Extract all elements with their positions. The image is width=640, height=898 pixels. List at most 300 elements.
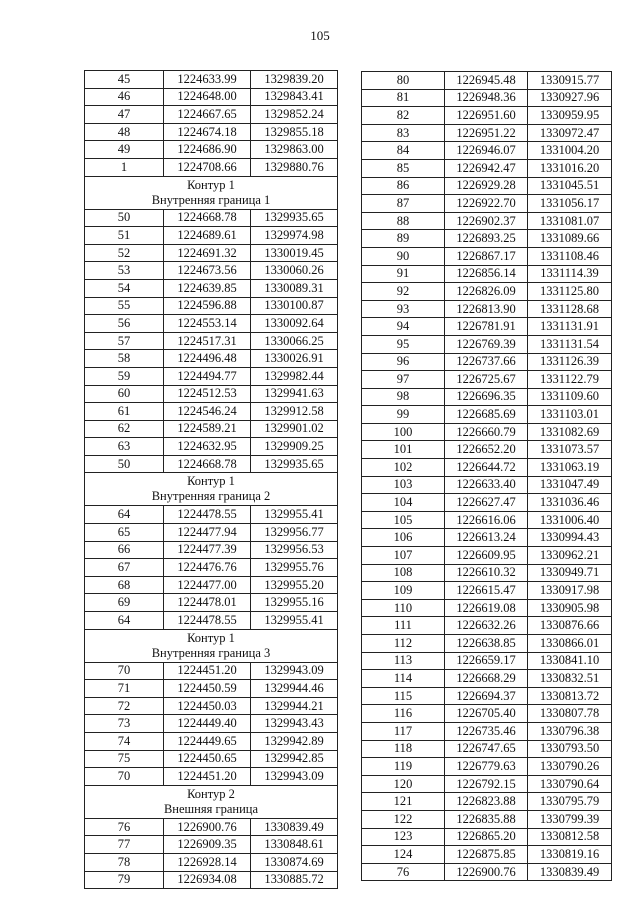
point-number-cell: 103 [362,476,445,494]
point-number-cell: 100 [362,423,445,441]
table-row [362,212,612,230]
table-row [362,388,612,406]
table-row [362,529,612,547]
x-coordinate-cell: 1226900.76 [445,863,528,881]
x-coordinate-cell: 1226813.90 [445,300,528,318]
x-coordinate-cell: 1226893.25 [445,230,528,248]
x-coordinate-cell: 1226737.66 [445,353,528,371]
x-coordinate-cell: 1226615.47 [445,582,528,600]
boundary-title: Внутренняя граница 2 [151,489,271,504]
point-number-cell: 74 [85,733,164,751]
x-coordinate-cell: 1226875.85 [445,846,528,864]
point-number-cell: 1 [85,158,164,176]
y-coordinate-cell: 1330092.64 [251,315,338,333]
x-coordinate-cell: 1226613.24 [445,529,528,547]
table-row [362,793,612,811]
y-coordinate-cell: 1331089.66 [528,230,612,248]
x-coordinate-cell: 1224478.01 [164,594,251,612]
y-coordinate-cell: 1331126.39 [528,353,612,371]
y-coordinate-cell: 1331125.80 [528,283,612,301]
table-row [85,594,338,612]
y-coordinate-cell: 1329935.65 [251,209,338,227]
table-row [362,371,612,389]
point-number-cell: 82 [362,107,445,125]
contour-title: Контур 1 [187,177,235,192]
y-coordinate-cell: 1329935.65 [251,455,338,473]
table-row [85,141,338,159]
table-row [362,476,612,494]
y-coordinate-cell: 1330972.47 [528,124,612,142]
y-coordinate-cell: 1331103.01 [528,406,612,424]
section-header [85,176,338,209]
y-coordinate-cell: 1331073.57 [528,441,612,459]
x-coordinate-cell: 1226929.28 [445,177,528,195]
point-number-cell: 109 [362,582,445,600]
point-number-cell: 57 [85,332,164,350]
point-number-cell: 99 [362,406,445,424]
x-coordinate-cell: 1226747.65 [445,740,528,758]
table-row [362,72,612,90]
y-coordinate-cell: 1330905.98 [528,599,612,617]
y-coordinate-cell: 1330839.49 [251,818,338,836]
contour-title: Контур 2 [187,786,235,801]
table-row [362,318,612,336]
y-coordinate-cell: 1329852.24 [251,106,338,124]
x-coordinate-cell: 1226633.40 [445,476,528,494]
x-coordinate-cell: 1224648.00 [164,88,251,106]
x-coordinate-cell: 1224451.20 [164,768,251,786]
x-coordinate-cell: 1224477.94 [164,524,251,542]
point-number-cell: 86 [362,177,445,195]
y-coordinate-cell: 1329955.76 [251,559,338,577]
table-row [85,697,338,715]
point-number-cell: 50 [85,455,164,473]
y-coordinate-cell: 1331056.17 [528,195,612,213]
y-coordinate-cell: 1329943.43 [251,715,338,733]
y-coordinate-cell: 1330839.49 [528,863,612,881]
x-coordinate-cell: 1226685.69 [445,406,528,424]
y-coordinate-cell: 1330026.91 [251,350,338,368]
x-coordinate-cell: 1226725.67 [445,371,528,389]
x-coordinate-cell: 1224450.03 [164,697,251,715]
x-coordinate-cell: 1224668.78 [164,209,251,227]
table-row [85,715,338,733]
table-row [362,652,612,670]
section-header [85,785,338,818]
table-row [85,71,338,89]
section-header-row [85,176,338,209]
x-coordinate-cell: 1226659.17 [445,652,528,670]
point-number-cell: 52 [85,244,164,262]
y-coordinate-cell: 1329955.41 [251,506,338,524]
y-coordinate-cell: 1330089.31 [251,279,338,297]
table-row [85,836,338,854]
x-coordinate-cell: 1224478.55 [164,506,251,524]
table-row [362,353,612,371]
y-coordinate-cell: 1330790.26 [528,758,612,776]
y-coordinate-cell: 1330019.45 [251,244,338,262]
point-number-cell: 85 [362,159,445,177]
x-coordinate-cell: 1224668.78 [164,455,251,473]
point-number-cell: 104 [362,494,445,512]
table-row [362,775,612,793]
y-coordinate-cell: 1329944.46 [251,680,338,698]
point-number-cell: 64 [85,612,164,630]
point-number-cell: 64 [85,506,164,524]
point-number-cell: 54 [85,279,164,297]
y-coordinate-cell: 1331063.19 [528,459,612,477]
x-coordinate-cell: 1224449.65 [164,733,251,751]
table-row [85,279,338,297]
table-row [362,283,612,301]
x-coordinate-cell: 1226644.72 [445,459,528,477]
y-coordinate-cell: 1331128.68 [528,300,612,318]
table-row [362,740,612,758]
x-coordinate-cell: 1226928.14 [164,853,251,871]
y-coordinate-cell: 1331036.46 [528,494,612,512]
table-row [85,541,338,559]
section-header [85,629,338,662]
x-coordinate-cell: 1224450.59 [164,680,251,698]
table-row [362,107,612,125]
table-row [85,506,338,524]
table-row [85,297,338,315]
x-coordinate-cell: 1226948.36 [445,89,528,107]
y-coordinate-cell: 1329839.20 [251,71,338,89]
point-number-cell: 78 [85,853,164,871]
point-number-cell: 69 [85,594,164,612]
y-coordinate-cell: 1329942.89 [251,733,338,751]
table-row [362,406,612,424]
y-coordinate-cell: 1329956.77 [251,524,338,542]
table-row [85,332,338,350]
x-coordinate-cell: 1224708.66 [164,158,251,176]
point-number-cell: 70 [85,768,164,786]
table-row [85,158,338,176]
point-number-cell: 90 [362,247,445,265]
table-row [362,863,612,881]
y-coordinate-cell: 1329941.63 [251,385,338,403]
point-number-cell: 50 [85,209,164,227]
x-coordinate-cell: 1224477.39 [164,541,251,559]
point-number-cell: 118 [362,740,445,758]
point-number-cell: 123 [362,828,445,846]
table-row [362,547,612,565]
point-number-cell: 51 [85,227,164,245]
x-coordinate-cell: 1224633.99 [164,71,251,89]
y-coordinate-cell: 1331114.39 [528,265,612,283]
point-number-cell: 108 [362,564,445,582]
y-coordinate-cell: 1331045.51 [528,177,612,195]
point-number-cell: 53 [85,262,164,280]
boundary-title: Внешняя граница [163,801,259,816]
x-coordinate-cell: 1224451.20 [164,662,251,680]
y-coordinate-cell: 1330915.77 [528,72,612,90]
y-coordinate-cell: 1331082.69 [528,423,612,441]
y-coordinate-cell: 1330994.43 [528,529,612,547]
table-row [362,177,612,195]
point-number-cell: 70 [85,662,164,680]
point-number-cell: 55 [85,297,164,315]
table-row [85,768,338,786]
x-coordinate-cell: 1226769.39 [445,335,528,353]
x-coordinate-cell: 1226668.29 [445,670,528,688]
y-coordinate-cell: 1329909.25 [251,438,338,456]
point-number-cell: 93 [362,300,445,318]
x-coordinate-cell: 1226609.95 [445,547,528,565]
x-coordinate-cell: 1224476.76 [164,559,251,577]
point-number-cell: 59 [85,367,164,385]
y-coordinate-cell: 1330795.79 [528,793,612,811]
point-number-cell: 77 [85,836,164,854]
y-coordinate-cell: 1331131.54 [528,335,612,353]
point-number-cell: 68 [85,576,164,594]
y-coordinate-cell: 1330885.72 [251,871,338,889]
point-number-cell: 94 [362,318,445,336]
point-number-cell: 91 [362,265,445,283]
x-coordinate-cell: 1226694.37 [445,687,528,705]
table-row [85,612,338,630]
point-number-cell: 114 [362,670,445,688]
x-coordinate-cell: 1224517.31 [164,332,251,350]
y-coordinate-cell: 1330796.38 [528,722,612,740]
x-coordinate-cell: 1226616.06 [445,511,528,529]
table-row [362,846,612,864]
x-coordinate-cell: 1224639.85 [164,279,251,297]
x-coordinate-cell: 1224450.65 [164,750,251,768]
y-coordinate-cell: 1330962.21 [528,547,612,565]
point-number-cell: 75 [85,750,164,768]
y-coordinate-cell: 1329943.09 [251,662,338,680]
table-row [362,300,612,318]
y-coordinate-cell: 1329843.41 [251,88,338,106]
point-number-cell: 117 [362,722,445,740]
table-row [362,635,612,653]
table-row [85,853,338,871]
point-number-cell: 66 [85,541,164,559]
x-coordinate-cell: 1226867.17 [445,247,528,265]
x-coordinate-cell: 1226735.46 [445,722,528,740]
point-number-cell: 107 [362,547,445,565]
table-row [85,123,338,141]
x-coordinate-cell: 1226942.47 [445,159,528,177]
point-number-cell: 65 [85,524,164,542]
x-coordinate-cell: 1226826.09 [445,283,528,301]
table-row [85,227,338,245]
y-coordinate-cell: 1330790.64 [528,775,612,793]
table-row [85,244,338,262]
point-number-cell: 89 [362,230,445,248]
table-row [85,438,338,456]
y-coordinate-cell: 1330841.10 [528,652,612,670]
point-number-cell: 112 [362,635,445,653]
y-coordinate-cell: 1330874.69 [251,853,338,871]
table-row [362,142,612,160]
table-row [362,617,612,635]
table-row [85,403,338,421]
point-number-cell: 119 [362,758,445,776]
point-number-cell: 60 [85,385,164,403]
table-row [362,230,612,248]
y-coordinate-cell: 1331016.20 [528,159,612,177]
point-number-cell: 58 [85,350,164,368]
point-number-cell: 47 [85,106,164,124]
x-coordinate-cell: 1226951.60 [445,107,528,125]
x-coordinate-cell: 1226632.26 [445,617,528,635]
point-number-cell: 49 [85,141,164,159]
table-row [362,705,612,723]
point-number-cell: 97 [362,371,445,389]
table-row [85,559,338,577]
y-coordinate-cell: 1330060.26 [251,262,338,280]
table-row [85,106,338,124]
y-coordinate-cell: 1330848.61 [251,836,338,854]
table-row [85,262,338,280]
y-coordinate-cell: 1330832.51 [528,670,612,688]
y-coordinate-cell: 1329955.20 [251,576,338,594]
y-coordinate-cell: 1330917.98 [528,582,612,600]
table-row [85,385,338,403]
x-coordinate-cell: 1224673.56 [164,262,251,280]
point-number-cell: 73 [85,715,164,733]
table-row [85,315,338,333]
point-number-cell: 110 [362,599,445,617]
table-row [85,871,338,889]
y-coordinate-cell: 1330949.71 [528,564,612,582]
point-number-cell: 81 [362,89,445,107]
table-row [362,758,612,776]
point-number-cell: 111 [362,617,445,635]
point-number-cell: 105 [362,511,445,529]
point-number-cell: 106 [362,529,445,547]
y-coordinate-cell: 1329863.00 [251,141,338,159]
y-coordinate-cell: 1330813.72 [528,687,612,705]
point-number-cell: 102 [362,459,445,477]
x-coordinate-cell: 1224689.61 [164,227,251,245]
x-coordinate-cell: 1224546.24 [164,403,251,421]
point-number-cell: 48 [85,123,164,141]
table-row [362,511,612,529]
table-row [362,494,612,512]
point-number-cell: 46 [85,88,164,106]
y-coordinate-cell: 1330793.50 [528,740,612,758]
section-header-row [85,629,338,662]
x-coordinate-cell: 1224589.21 [164,420,251,438]
point-number-cell: 63 [85,438,164,456]
table-row [85,662,338,680]
point-number-cell: 88 [362,212,445,230]
x-coordinate-cell: 1224674.18 [164,123,251,141]
table-row [362,335,612,353]
point-number-cell: 116 [362,705,445,723]
point-number-cell: 45 [85,71,164,89]
y-coordinate-cell: 1329943.09 [251,768,338,786]
table-row [362,265,612,283]
contour-title: Контур 1 [187,630,235,645]
point-number-cell: 95 [362,335,445,353]
y-coordinate-cell: 1330927.96 [528,89,612,107]
table-row [362,159,612,177]
x-coordinate-cell: 1224596.88 [164,297,251,315]
table-row [85,733,338,751]
y-coordinate-cell: 1329912.58 [251,403,338,421]
y-coordinate-cell: 1329955.41 [251,612,338,630]
point-number-cell: 61 [85,403,164,421]
table-row [362,423,612,441]
point-number-cell: 79 [85,871,164,889]
x-coordinate-cell: 1224496.48 [164,350,251,368]
y-coordinate-cell: 1329901.02 [251,420,338,438]
point-number-cell: 115 [362,687,445,705]
x-coordinate-cell: 1226902.37 [445,212,528,230]
y-coordinate-cell: 1330807.78 [528,705,612,723]
point-number-cell: 62 [85,420,164,438]
y-coordinate-cell: 1330100.87 [251,297,338,315]
x-coordinate-cell: 1224553.14 [164,315,251,333]
section-header-row [85,785,338,818]
x-coordinate-cell: 1226835.88 [445,810,528,828]
x-coordinate-cell: 1224512.53 [164,385,251,403]
point-number-cell: 71 [85,680,164,698]
x-coordinate-cell: 1226946.07 [445,142,528,160]
table-row [85,524,338,542]
x-coordinate-cell: 1226610.32 [445,564,528,582]
y-coordinate-cell: 1330812.58 [528,828,612,846]
y-coordinate-cell: 1331108.46 [528,247,612,265]
table-row [85,350,338,368]
boundary-title: Внутренняя граница 1 [151,192,271,207]
section-header [85,473,338,506]
x-coordinate-cell: 1226951.22 [445,124,528,142]
point-number-cell: 120 [362,775,445,793]
x-coordinate-cell: 1224477.00 [164,576,251,594]
table-row [85,455,338,473]
point-number-cell: 96 [362,353,445,371]
table-row [362,599,612,617]
table-row [85,818,338,836]
table-row [362,722,612,740]
point-number-cell: 87 [362,195,445,213]
y-coordinate-cell: 1331006.40 [528,511,612,529]
point-number-cell: 92 [362,283,445,301]
x-coordinate-cell: 1226638.85 [445,635,528,653]
point-number-cell: 67 [85,559,164,577]
table-row [362,564,612,582]
x-coordinate-cell: 1224667.65 [164,106,251,124]
point-number-cell: 98 [362,388,445,406]
x-coordinate-cell: 1226660.79 [445,423,528,441]
table-row [85,367,338,385]
y-coordinate-cell: 1330866.01 [528,635,612,653]
x-coordinate-cell: 1226823.88 [445,793,528,811]
x-coordinate-cell: 1224632.95 [164,438,251,456]
y-coordinate-cell: 1331131.91 [528,318,612,336]
x-coordinate-cell: 1226856.14 [445,265,528,283]
y-coordinate-cell: 1331109.60 [528,388,612,406]
x-coordinate-cell: 1226792.15 [445,775,528,793]
boundary-title: Внутренняя граница 3 [151,645,271,660]
table-row [362,89,612,107]
y-coordinate-cell: 1330799.39 [528,810,612,828]
x-coordinate-cell: 1226627.47 [445,494,528,512]
y-coordinate-cell: 1330959.95 [528,107,612,125]
table-row [85,88,338,106]
section-header-row [85,473,338,506]
x-coordinate-cell: 1226619.08 [445,599,528,617]
y-coordinate-cell: 1329974.98 [251,227,338,245]
y-coordinate-cell: 1329855.18 [251,123,338,141]
point-number-cell: 76 [362,863,445,881]
